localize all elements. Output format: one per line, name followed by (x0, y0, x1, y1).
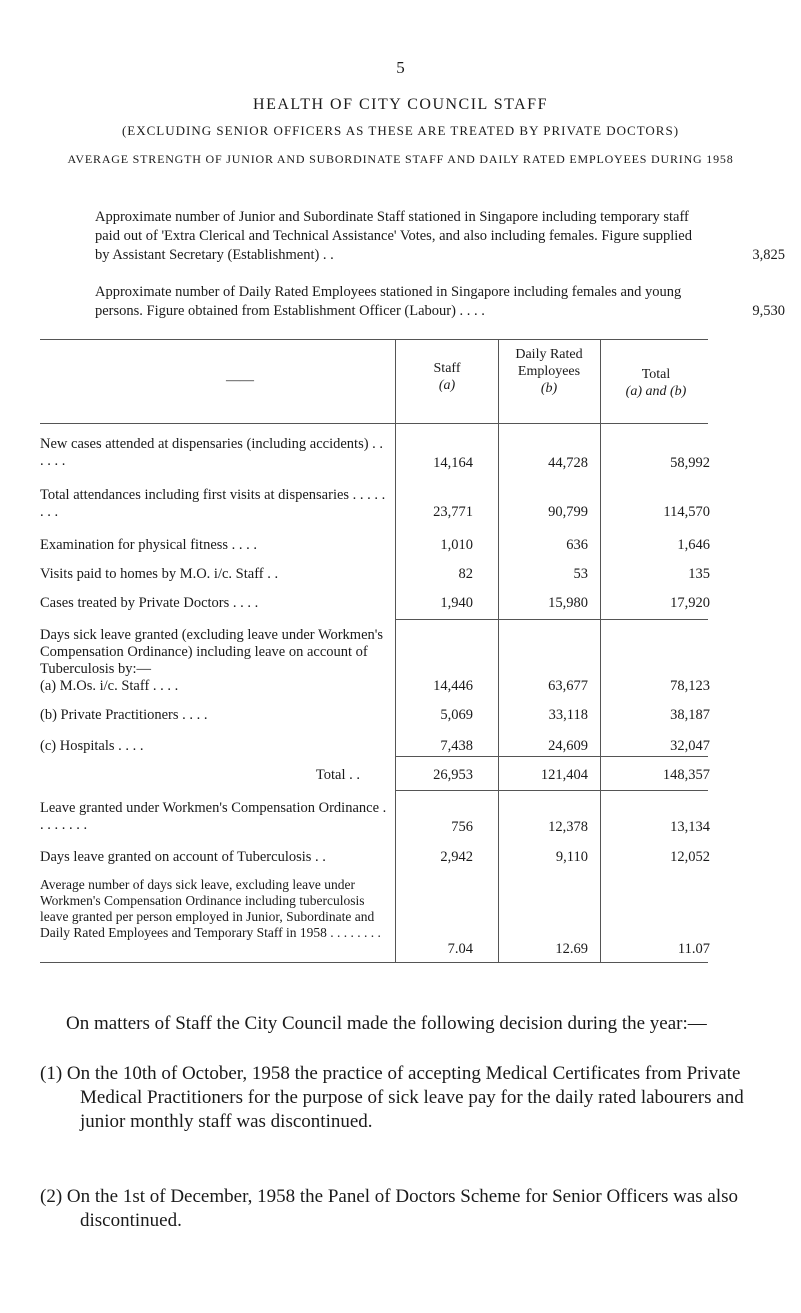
table-cell-total: 13,134 (670, 819, 710, 835)
header-staff-label: Staff (433, 361, 461, 376)
table-cell-daily: 15,980 (548, 595, 588, 611)
header-daily-label: Daily Rated Employees (515, 347, 583, 379)
page-title: HEALTH OF CITY COUNCIL STAFF (253, 96, 548, 113)
strength-heading: AVERAGE STRENGTH OF JUNIOR AND SUBORDINATE STAFF AND DAILY RATED EMPLOYEES DURING 1958 (67, 152, 734, 166)
subtotal-rule (396, 756, 708, 757)
table-cell-daily: 33,118 (548, 707, 588, 723)
table-cell-total: 58,992 (670, 455, 710, 471)
column-divider (395, 339, 396, 963)
table-cell-total: 1,646 (677, 537, 710, 553)
table-cell-daily: 63,677 (548, 678, 588, 694)
total-row-label: Total . . (315, 767, 360, 783)
table-cell-daily-total: 121,404 (540, 767, 588, 783)
table-cell-staff: 1,010 (440, 537, 473, 553)
row-rule (396, 619, 708, 620)
table-row-label: Leave granted under Workmen's Compensation Ordinance . . . . . . . . (40, 800, 387, 833)
table-bottom-rule (40, 962, 708, 963)
table-row-label: Total attendances including first visits at dispensaries . . . . . . . . (40, 487, 386, 520)
table-cell-total: 12,052 (670, 849, 710, 865)
table-cell-daily: 53 (573, 566, 588, 582)
decision-item-1: (1) On the 10th of October, 1958 the practice of accepting Medical Certificates from Private Medical Practitioners for the purpose of sick leave pay for the daily rated labourers and junior monthly staff was discontinued. (40, 1063, 744, 1132)
header-staff-sub: (a) (438, 378, 456, 393)
table-cell-total: 32,047 (670, 738, 710, 754)
table-cell-total: 135 (688, 566, 710, 582)
decision-item-2: (2) On the 1st of December, 1958 the Panel of Doctors Scheme for Senior Officers was also discontinued. (40, 1186, 738, 1231)
table-cell-daily: 12,378 (548, 819, 588, 835)
header-total-sub: (a) and (b) (625, 384, 687, 399)
table-row-label: (a) M.Os. i/c. Staff . . . . (40, 678, 179, 694)
table-cell-staff: 5,069 (440, 707, 473, 723)
daily-strength-text: Approximate number of Daily Rated Employees stationed in Singapore including females and young persons. Figure obtained from Establishment Officer (Labour) . . . . (95, 284, 682, 319)
table-row-label: Days leave granted on account of Tuberculosis . . (40, 849, 326, 865)
page-number: 5 (396, 58, 405, 77)
table-cell-daily: 12.69 (555, 941, 588, 957)
table-cell-staff: 14,446 (433, 678, 473, 694)
table-top-rule (40, 339, 708, 340)
table-cell-daily: 44,728 (548, 455, 588, 471)
table-row-label: Visits paid to homes by M.O. i/c. Staff . . (40, 566, 279, 582)
header-staff (396, 360, 498, 394)
table-cell-daily: 24,609 (548, 738, 588, 754)
page-subtitle: (EXCLUDING SENIOR OFFICERS AS THESE ARE TREATED BY PRIVATE DOCTORS) (121, 123, 680, 138)
header-total-label: Total (641, 367, 671, 382)
header-daily-sub: (b) (540, 381, 558, 396)
staff-strength-text: Approximate number of Junior and Subordinate Staff stationed in Singapore including temporary staff paid out of 'Extra Clerical and Technical Assistance' Votes, and also including females. Figure supplied by Assistant Secretary (Establishment) . . (95, 209, 692, 263)
header-daily (499, 346, 599, 397)
table-cell-daily: 90,799 (548, 504, 588, 520)
table-cell-daily: 9,110 (555, 849, 588, 865)
table-cell-staff: 2,942 (440, 849, 473, 865)
table-row-label: New cases attended at dispensaries (including accidents) . . . . . . (40, 436, 384, 469)
table-cell-staff: 1,940 (440, 595, 473, 611)
table-cell-staff: 7.04 (447, 941, 473, 957)
table-cell-grand-total: 148,357 (662, 767, 710, 783)
table-cell-staff: 82 (458, 566, 473, 582)
daily-strength-value: 9,530 (752, 303, 785, 319)
table-cell-staff: 14,164 (433, 455, 473, 471)
table-row-label: (b) Private Practitioners . . . . (40, 707, 208, 723)
table-cell-total: 114,570 (663, 504, 710, 520)
table-cell-staff: 7,438 (440, 738, 473, 754)
table-cell-daily: 636 (566, 537, 588, 553)
table-row-label: Cases treated by Private Doctors . . . . (40, 595, 259, 611)
table-cell-total: 38,187 (670, 707, 710, 723)
daily-strength-paragraph (95, 283, 785, 321)
column-divider (498, 339, 499, 963)
staff-strength-paragraph (95, 208, 785, 265)
header-total (601, 366, 711, 400)
table-cell-total: 17,920 (670, 595, 710, 611)
table-row-label: Days sick leave granted (excluding leave under Workmen's Compensation Ordinance) including leave on account of Tuberculosis by:— (40, 627, 384, 677)
table-cell-staff: 23,771 (433, 504, 473, 520)
staff-strength-value: 3,825 (752, 247, 785, 263)
total-rule (396, 790, 708, 791)
table-row-label: Average number of days sick leave, excluding leave under Workmen's Compensation Ordinance including tuberculosis leave granted per person employed in Junior, Subordinate and Daily Rated Employees and Temporary Staff in 1958 . . . . . . . . (40, 877, 381, 940)
table-cell-total: 11.07 (677, 941, 710, 957)
decision-intro: On matters of Staff the City Council made the following decision during the year:— (66, 1013, 707, 1034)
table-header-rule (40, 423, 708, 424)
table-row-label: (c) Hospitals . . . . (40, 738, 144, 754)
header-dash: —— (226, 373, 254, 388)
table-cell-total: 78,123 (670, 678, 710, 694)
table-cell-staff-total: 26,953 (433, 767, 473, 783)
column-divider (600, 339, 601, 963)
table-cell-staff: 756 (451, 819, 473, 835)
table-row-label: Examination for physical fitness . . . . (40, 537, 258, 553)
